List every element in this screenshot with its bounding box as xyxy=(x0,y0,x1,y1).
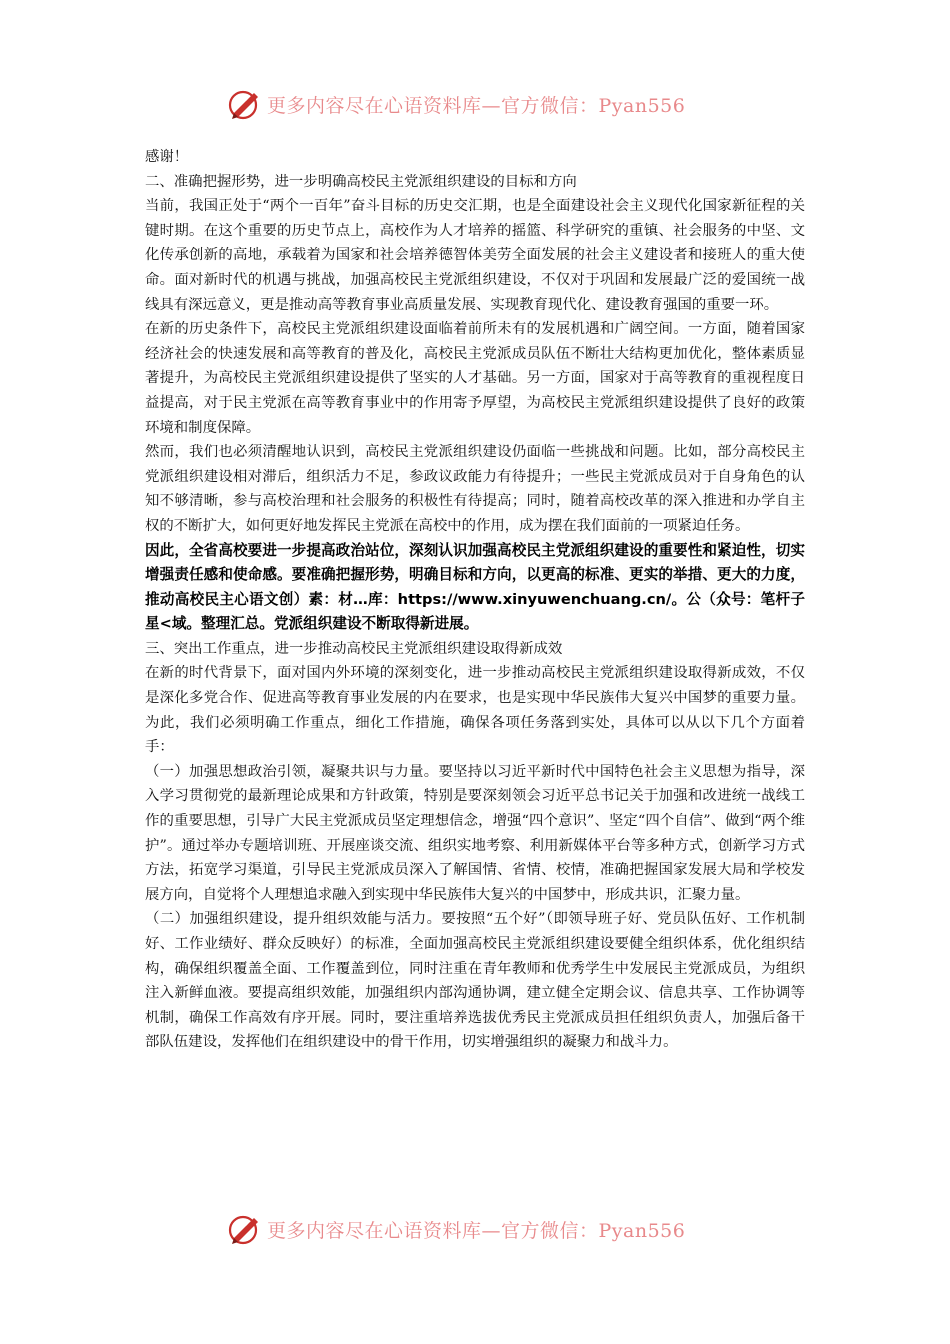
header-banner xyxy=(227,83,685,125)
paragraph-thanks: 感谢！ xyxy=(145,149,189,165)
paragraph: 当前，我国正处于“两个一百年”奋斗目标的历史交汇期，也是全面建设社会主义现代化国家新征程的关键时期。在这个重要的历史节点上，高校作为人才培养的摇篮、科学研究的重镇、社会服务的中坚、文化传承创新的高地，承载着为国家和社会培养德智体美劳全面发展的社会主义建设者和接班人的重大使命。面对新时代的机遇与挑战，加强高校民主党派组织建设，不仅对于巩固和发展最广泛的爱国统一战线具有深远意义，更是推动高等教育事业高质量发展、实现教育现代化、建设教育强国的重要一环。 xyxy=(145,198,805,313)
paragraph: 在新的时代背景下，面对国内外环境的深刻变化，进一步推动高校民主党派组织建设取得新成效，不仅是深化多党合作、促进高等教育事业发展的内在要求，也是实现中华民族伟大复兴中国梦的重要力量。为此，我们必须明确工作重点，细化工作措施，确保各项任务落到实处，具体可以从以下几个方面着手： xyxy=(145,665,805,756)
pen-logo-icon xyxy=(227,86,263,122)
paragraph-subsection-1: （一）加强思想政治引领，凝聚共识与力量。要坚持以习近平新时代中国特色社会主义思想为指导，深入学习贯彻党的最新理论成果和方针政策，特别是要深刻领会习近平总书记关于加强和改进统一战线工作的重要思想，引导广大民主党派成员坚定理想信念，增强“四个意识”、坚定“四个自信”、做到“两个维护”。通过举办专题培训班、开展座谈交流、组织实地考察、利用新媒体平台等多种方式，创新学习方式方法，拓宽学习渠道，引导民主党派成员深入了解国情、省情、校情，准确把握国家发展大局和学校发展方向，自觉将个人理想追求融入到实现中华民族伟大复兴的中国梦中，形成共识，汇聚力量。 xyxy=(145,763,805,903)
footer-banner xyxy=(227,1208,685,1250)
footer-banner-text: 更多内容尽在心语资料库—官方微信：Pyan556 xyxy=(267,1219,686,1242)
paragraph-bold: 因此，全省高校要进一步提高政治站位，深刻认识加强高校民主党派组织建设的重要性和紧迫性，切实增强责任感和使命感。要准确把握形势，明确目标和方向，以更高的标准、更实的举措、更大的力度，推动高校民主心语文创）素：材…库：https://www.xinyuwenchuang.cn/。公（众号：笔杆子星<域。整理汇总。党派组织建设不断取得新进展。 xyxy=(145,541,805,633)
paragraph: 在新的历史条件下，高校民主党派组织建设面临着前所未有的发展机遇和广阔空间。一方面，随着国家经济社会的快速发展和高等教育的普及化，高校民主党派成员队伍不断壮大结构更加优化，整体素质显著提升，为高校民主党派组织建设提供了坚实的人才基础。另一方面，国家对于高等教育的重视程度日益提高，对于民主党派在高等教育事业中的作用寄予厚望，为高校民主党派组织建设提供了良好的政策环境和制度保障。 xyxy=(145,321,805,436)
header-banner-text: 更多内容尽在心语资料库—官方微信：Pyan556 xyxy=(267,94,686,117)
section-heading-2: 二、准确把握形势，进一步明确高校民主党派组织建设的目标和方向 xyxy=(145,173,577,190)
paragraph: 然而，我们也必须清醒地认识到，高校民主党派组织建设仍面临一些挑战和问题。比如，部分高校民主党派组织建设相对滞后，组织活力不足，参政议政能力有待提升；一些民主党派成员对于自身角色的认知不够清晰，参与高校治理和社会服务的积极性有待提高；同时，随着高校改革的深入推进和办学自主权的不断扩大，如何更好地发挥民主党派在高校中的作用，成为摆在我们面前的一项紧迫任务。 xyxy=(145,444,805,534)
section-heading-3: 三、突出工作重点，进一步推动高校民主党派组织建设取得新成效 xyxy=(145,640,563,657)
pen-logo-icon xyxy=(227,1211,263,1247)
paragraph-subsection-2: （二）加强组织建设，提升组织效能与活力。要按照“五个好”（即领导班子好、党员队伍好、工作机制好、工作业绩好、群众反映好）的标准，全面加强高校民主党派组织建设要健全组织体系，优化组织结构，确保组织覆盖全面、工作覆盖到位，同时注重在青年教师和优秀学生中发展民主党派成员，为组织注入新鲜血液。要提高组织效能，加强组织内部沟通协调，建立健全定期会议、信息共享、工作协调等机制，确保工作高效有序开展。同时，要注重培养选拔优秀民主党派成员担任组织负责人，加强后备干部队伍建设，发挥他们在组织建设中的骨干作用，切实增强组织的凝聚力和战斗力。 xyxy=(145,911,805,1051)
document-body xyxy=(145,145,805,1055)
